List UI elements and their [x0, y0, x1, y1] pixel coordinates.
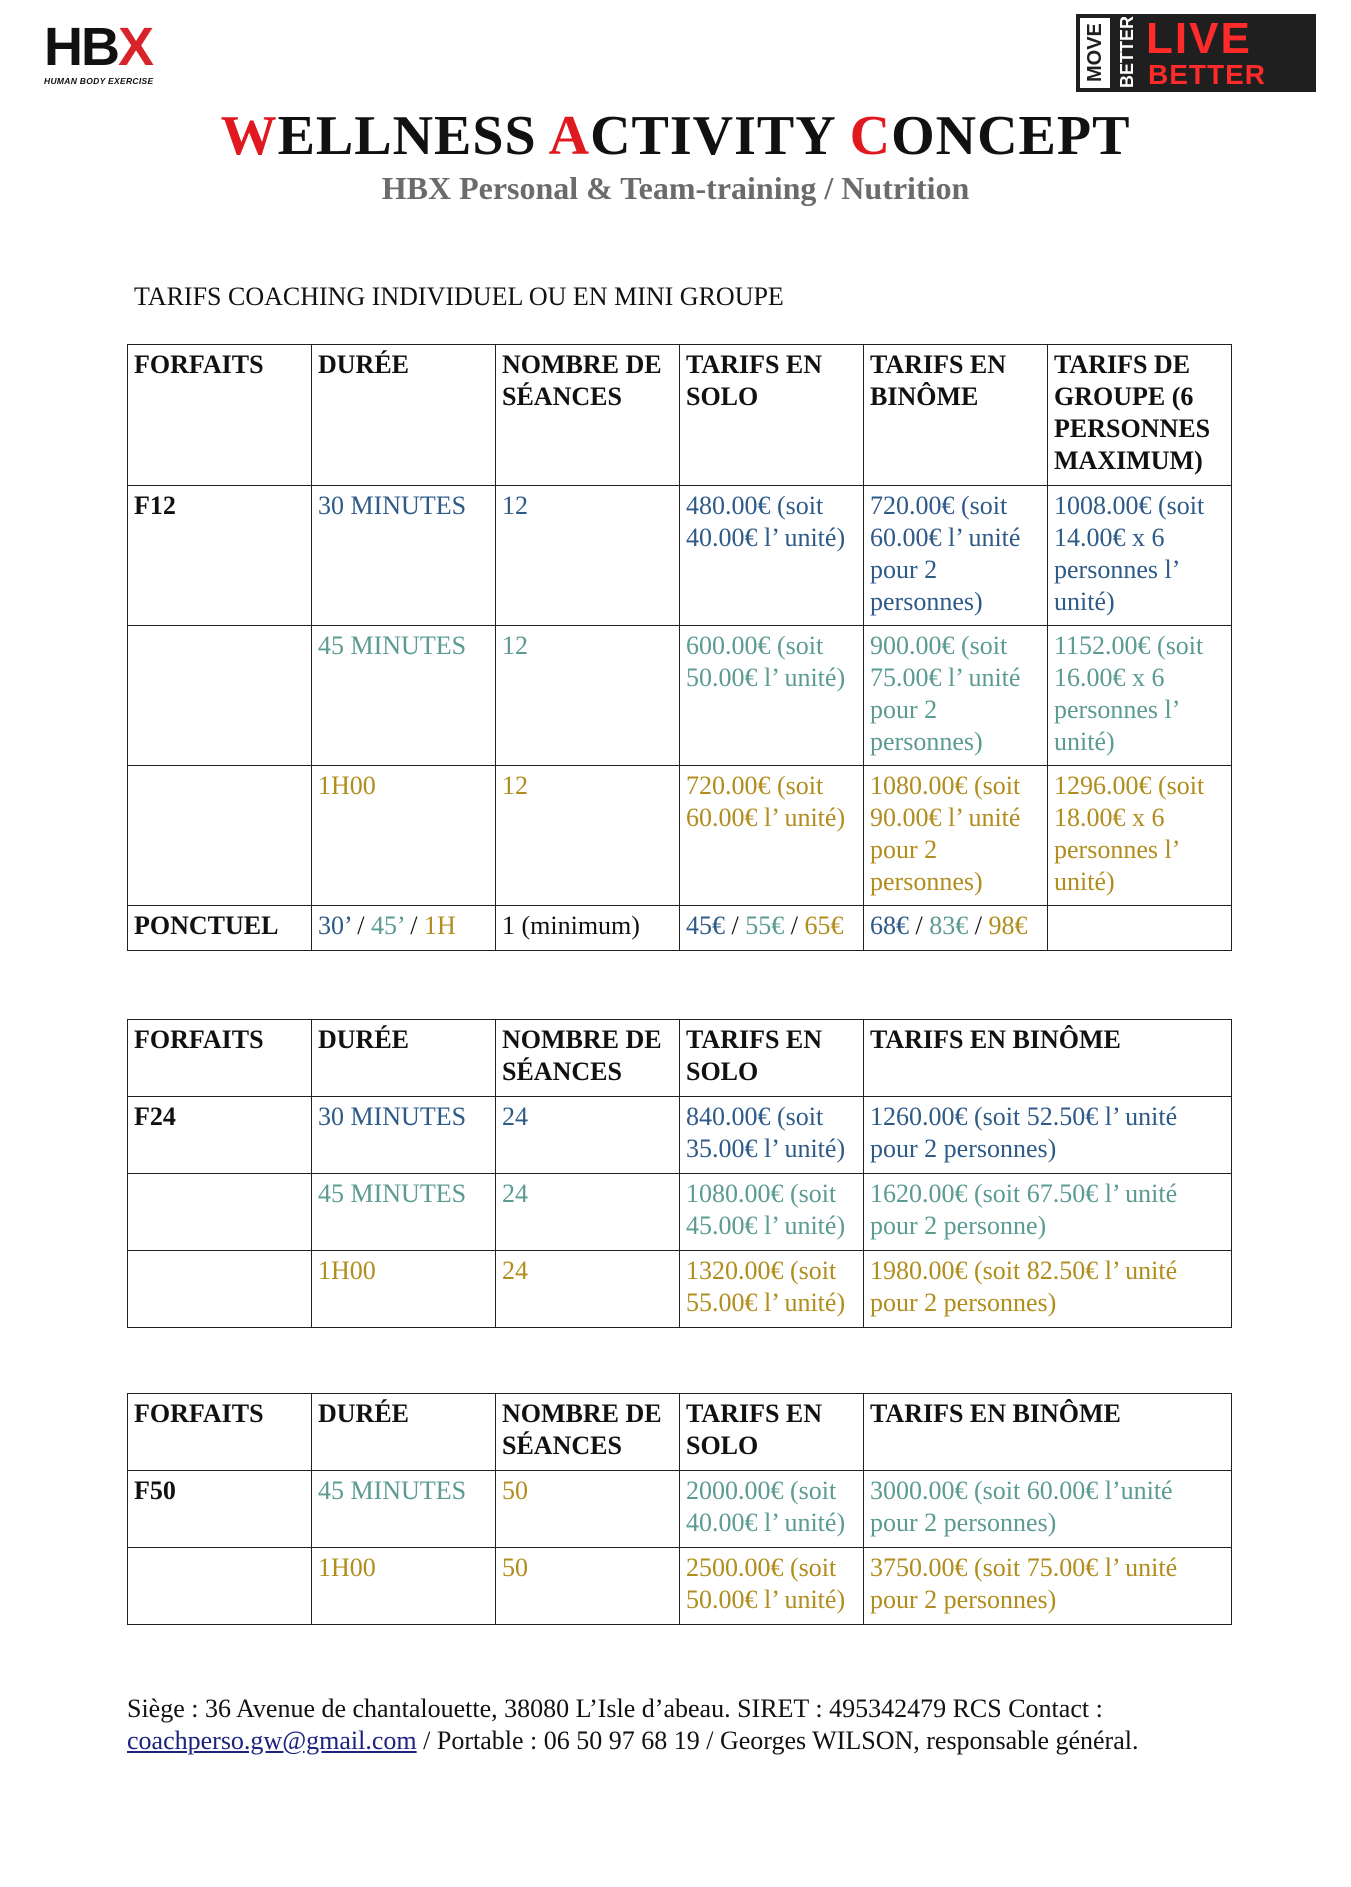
logo-move: MOVE: [1080, 18, 1110, 88]
table-header-row: [128, 1394, 1232, 1471]
cell-solo: 720.00€ (soit 60.00€ l’ unité): [680, 766, 864, 906]
ponctuel-binome-1h: 98€: [988, 911, 1028, 940]
cell-forfait: [128, 1548, 312, 1625]
separator: /: [350, 911, 371, 940]
cell-nombre: 1 (minimum): [496, 906, 680, 951]
logo-live: LIVE: [1146, 14, 1252, 63]
cell-duree: 45 MINUTES: [312, 626, 496, 766]
cell-forfait: [128, 626, 312, 766]
ponctuel-solo-30: 45€: [686, 911, 725, 940]
cell-duree: 1H00: [312, 766, 496, 906]
cell-duree: 45 MINUTES: [312, 1471, 496, 1548]
cell-solo: 600.00€ (soit 50.00€ l’ unité): [680, 626, 864, 766]
cell-solo: [680, 906, 864, 951]
hbx-logo-letters: HB: [44, 17, 118, 77]
cell-binome: 720.00€ (soit 60.00€ l’ unité pour 2 personnes): [864, 486, 1048, 626]
footer-contact: [127, 1693, 1267, 1757]
ponctuel-solo-45: 55€: [745, 911, 785, 940]
cell-binome: 3000.00€ (soit 60.00€ l’unité pour 2 personnes): [864, 1471, 1232, 1548]
cell-nombre: 12: [496, 626, 680, 766]
cell-binome: [864, 906, 1048, 951]
header-duree: DURÉE: [312, 1020, 496, 1097]
ponctuel-duree-45: 45’: [370, 911, 404, 940]
table-row: [128, 1097, 1232, 1174]
cell-binome: 1260.00€ (soit 52.50€ l’ unité pour 2 personnes): [864, 1097, 1232, 1174]
cell-nombre: 24: [496, 1174, 680, 1251]
page-title: [0, 104, 1351, 168]
footer-address: Siège : 36 Avenue de chantalouette, 38080 L’Isle d’abeau. SIRET : 495342479 RCS Contact :: [127, 1694, 1103, 1723]
footer-phone-contact: / Portable : 06 50 97 68 19 / Georges WILSON, responsable général.: [416, 1726, 1139, 1755]
header-tarifs-binome: TARIFS EN BINÔME: [864, 1020, 1232, 1097]
cell-groupe: 1008.00€ (soit 14.00€ x 6 personnes l’ unité): [1048, 486, 1232, 626]
cell-forfait: PONCTUEL: [128, 906, 312, 951]
header-tarifs-binome: TARIFS EN BINÔME: [864, 345, 1048, 486]
cell-forfait: F12: [128, 486, 312, 626]
cell-binome: 1980.00€ (soit 82.50€ l’ unité pour 2 personnes): [864, 1251, 1232, 1328]
cell-groupe: 1152.00€ (soit 16.00€ x 6 personnes l’ unité): [1048, 626, 1232, 766]
title-letter-a: A: [548, 105, 591, 167]
cell-forfait: [128, 1174, 312, 1251]
table-row: [128, 486, 1232, 626]
ponctuel-solo-1h: 65€: [804, 911, 844, 940]
title-letter-c: C: [849, 105, 892, 167]
cell-duree: 1H00: [312, 1548, 496, 1625]
cell-binome: 1080.00€ (soit 90.00€ l’ unité pour 2 personnes): [864, 766, 1048, 906]
header-forfaits: FORFAITS: [128, 345, 312, 486]
cell-nombre: 24: [496, 1251, 680, 1328]
table-row: [128, 1471, 1232, 1548]
cell-solo: 2000.00€ (soit 40.00€ l’ unité): [680, 1471, 864, 1548]
header-nombre-seances: NOMBRE DE SÉANCES: [496, 1394, 680, 1471]
table-row: [128, 766, 1232, 906]
header-nombre-seances: NOMBRE DE SÉANCES: [496, 1020, 680, 1097]
title-word-activity: CTIVITY: [590, 105, 850, 167]
ponctuel-duree-1h: 1H: [423, 911, 456, 940]
separator: /: [968, 911, 989, 940]
header-tarifs-solo: TARIFS EN SOLO: [680, 1020, 864, 1097]
hbx-logo-wordmark: [44, 17, 174, 77]
separator: /: [403, 911, 424, 940]
cell-binome: 3750.00€ (soit 75.00€ l’ unité pour 2 personnes): [864, 1548, 1232, 1625]
ponctuel-binome-30: 68€: [870, 911, 909, 940]
cell-duree: 30 MINUTES: [312, 486, 496, 626]
cell-forfait: F50: [128, 1471, 312, 1548]
cell-solo: 1080.00€ (soit 45.00€ l’ unité): [680, 1174, 864, 1251]
cell-solo: 480.00€ (soit 40.00€ l’ unité): [680, 486, 864, 626]
cell-duree: [312, 906, 496, 951]
cell-duree: 1H00: [312, 1251, 496, 1328]
tarifs-table-f50: [127, 1393, 1232, 1625]
logo-better-vertical: BETTER: [1117, 16, 1137, 88]
cell-forfait: F24: [128, 1097, 312, 1174]
hbx-logo-tagline: HUMAN BODY EXERCISE: [44, 76, 154, 86]
cell-nombre: 12: [496, 486, 680, 626]
cell-nombre: 24: [496, 1097, 680, 1174]
table-row: [128, 1251, 1232, 1328]
cell-nombre: 12: [496, 766, 680, 906]
table-header-row: [128, 1020, 1232, 1097]
title-letter-w: W: [220, 105, 278, 167]
header-tarifs-binome: TARIFS EN BINÔME: [864, 1394, 1232, 1471]
ponctuel-duree-30: 30’: [318, 911, 351, 940]
table-header-row: [128, 345, 1232, 486]
title-word-wellness: ELLNESS: [277, 105, 549, 167]
logo-better: BETTER: [1148, 59, 1266, 90]
header-duree: DURÉE: [312, 345, 496, 486]
cell-solo: 1320.00€ (soit 55.00€ l’ unité): [680, 1251, 864, 1328]
table-row-ponctuel: [128, 906, 1232, 951]
cell-nombre: 50: [496, 1471, 680, 1548]
separator: /: [725, 911, 746, 940]
cell-solo: 2500.00€ (soit 50.00€ l’ unité): [680, 1548, 864, 1625]
cell-binome: 900.00€ (soit 75.00€ l’ unité pour 2 personnes): [864, 626, 1048, 766]
hbx-logo-x: X: [118, 17, 153, 77]
cell-nombre: 50: [496, 1548, 680, 1625]
table-row: [128, 1174, 1232, 1251]
footer-email-link[interactable]: coachperso.gw@gmail.com: [127, 1726, 417, 1755]
tarifs-table-f12: [127, 344, 1232, 951]
header-tarifs-solo: TARIFS EN SOLO: [680, 1394, 864, 1471]
header-forfaits: FORFAITS: [128, 1394, 312, 1471]
section-heading: TARIFS COACHING INDIVIDUEL OU EN MINI GROUPE: [134, 282, 784, 311]
cell-forfait: [128, 766, 312, 906]
move-better-live-better-logo: [1076, 14, 1316, 92]
ponctuel-binome-45: 83€: [929, 911, 969, 940]
separator: /: [784, 911, 805, 940]
table-row: [128, 626, 1232, 766]
cell-solo: 840.00€ (soit 35.00€ l’ unité): [680, 1097, 864, 1174]
cell-duree: 45 MINUTES: [312, 1174, 496, 1251]
page-subtitle: HBX Personal & Team-training / Nutrition: [381, 170, 970, 206]
separator: /: [909, 911, 930, 940]
cell-groupe: [1048, 906, 1232, 951]
title-word-concept: ONCEPT: [891, 105, 1131, 167]
header-nombre-seances: NOMBRE DE SÉANCES: [496, 345, 680, 486]
hbx-logo: [44, 17, 174, 86]
cell-binome: 1620.00€ (soit 67.50€ l’ unité pour 2 personne): [864, 1174, 1232, 1251]
cell-groupe: 1296.00€ (soit 18.00€ x 6 personnes l’ unité): [1048, 766, 1232, 906]
header-forfaits: FORFAITS: [128, 1020, 312, 1097]
tarifs-table-f24: [127, 1019, 1232, 1328]
header-tarifs-solo: TARIFS EN SOLO: [680, 345, 864, 486]
cell-forfait: [128, 1251, 312, 1328]
table-row: [128, 1548, 1232, 1625]
header-duree: DURÉE: [312, 1394, 496, 1471]
cell-duree: 30 MINUTES: [312, 1097, 496, 1174]
header-tarifs-groupe: TARIFS DE GROUPE (6 PERSONNES MAXIMUM): [1048, 345, 1232, 486]
